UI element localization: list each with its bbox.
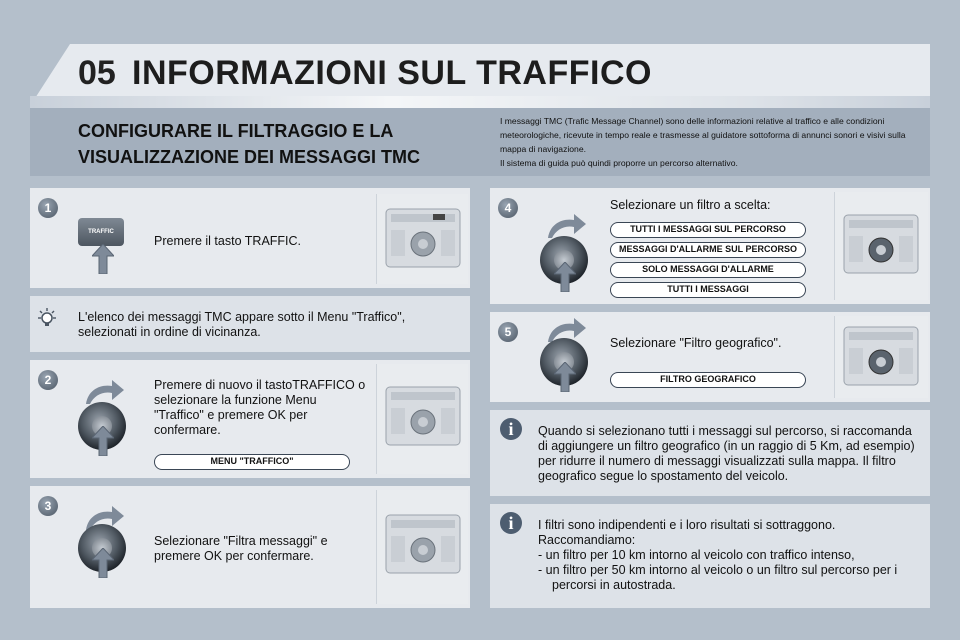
radio-image	[834, 192, 928, 300]
section-title	[78, 118, 468, 170]
curved-arrow-icon	[546, 212, 586, 238]
step-2-badge: 2	[38, 370, 58, 390]
geo-filter-option: FILTRO GEOGRAFICO	[610, 372, 806, 388]
intro-paragraph: Il sistema di guida può quindi proporre un percorso alternativo.	[500, 158, 738, 168]
up-arrow-icon	[92, 426, 114, 456]
filter-option: TUTTI I MESSAGGI	[610, 282, 806, 298]
tip-text: L'elenco dei messaggi TMC appare sotto il Menu "Traffico", selezionati in ordine di vicinanza.	[78, 310, 406, 339]
radio-image	[376, 194, 468, 284]
up-arrow-icon	[92, 548, 114, 578]
step-3-badge: 3	[38, 496, 58, 516]
menu-traffico-option: MENU "TRAFFICO"	[154, 454, 350, 470]
intro-text	[500, 114, 920, 170]
info-2-line: I filtri sono indipendenti e i loro risultati si sottraggono.	[538, 518, 836, 532]
info-icon: i	[500, 512, 522, 534]
filter-option: MESSAGGI D'ALLARME SUL PERCORSO	[610, 242, 806, 258]
step-4-text: Selezionare un filtro a scelta:	[610, 198, 771, 212]
step-1-text: Premere il tasto TRAFFIC.	[154, 234, 302, 248]
chapter-title: INFORMAZIONI SUL TRAFFICO	[132, 54, 652, 92]
chapter-number: 05	[78, 54, 116, 92]
radio-image	[376, 490, 468, 604]
step-4-badge: 4	[498, 198, 518, 218]
info-2-bullet: - un filtro per 50 km intorno al veicolo o un filtro sul percorso per i percorsi in autostrada.	[538, 563, 898, 592]
info-2-bullet: - un filtro per 10 km intorno al veicolo con traffico intenso,	[538, 548, 855, 562]
info-icon: i	[500, 418, 522, 440]
radio-image	[834, 316, 928, 398]
section-title-line2: VISUALIZZAZIONE DEI MESSAGGI TMC	[78, 147, 421, 167]
lightbulb-icon	[36, 308, 58, 330]
step-1-badge: 1	[38, 198, 58, 218]
info-1-text: Quando si selezionano tutti i messaggi sul percorso, si raccomanda di aggiungere un filtro geografico (in un raggio di 5 Km, ad esempio) per ridurre il numero di messaggi visualizzati sulla mappa. Il filtro geografico segue lo spostamento del veicolo.	[538, 424, 915, 483]
up-arrow-icon	[554, 262, 576, 292]
step-5-badge: 5	[498, 322, 518, 342]
intro-paragraph: I messaggi TMC (Trafic Message Channel) sono delle informazioni relative al traffico e alle condizioni meteorologiche, ricevute in tempo reale e trasmesse al guidatore sottoforma di annunci sonori e visivi sulla mappa di navigazione.	[500, 116, 906, 154]
info-2-line: Raccomandiamo:	[538, 533, 636, 547]
step-5-text: Selezionare "Filtro geografico".	[610, 336, 782, 350]
traffic-key-icon: TRAFFIC	[78, 218, 124, 246]
radio-image	[376, 364, 468, 474]
step-3-text: Selezionare "Filtra messaggi" e premere OK per confermare.	[154, 534, 328, 563]
step-2-text: Premere di nuovo il tastoTRAFFICO o selezionare la funzione Menu "Traffico" e premere OK per confermare.	[154, 378, 366, 437]
filter-option: SOLO MESSAGGI D'ALLARME	[610, 262, 806, 278]
section-title-line1: CONFIGURARE IL FILTRAGGIO E LA	[78, 121, 394, 141]
up-arrow-icon	[92, 244, 114, 274]
filter-option: TUTTI I MESSAGGI SUL PERCORSO	[610, 222, 806, 238]
curved-arrow-icon	[84, 378, 124, 404]
header-swoosh-decoration	[30, 96, 930, 108]
info-2-text	[538, 518, 922, 593]
up-arrow-icon	[554, 362, 576, 392]
